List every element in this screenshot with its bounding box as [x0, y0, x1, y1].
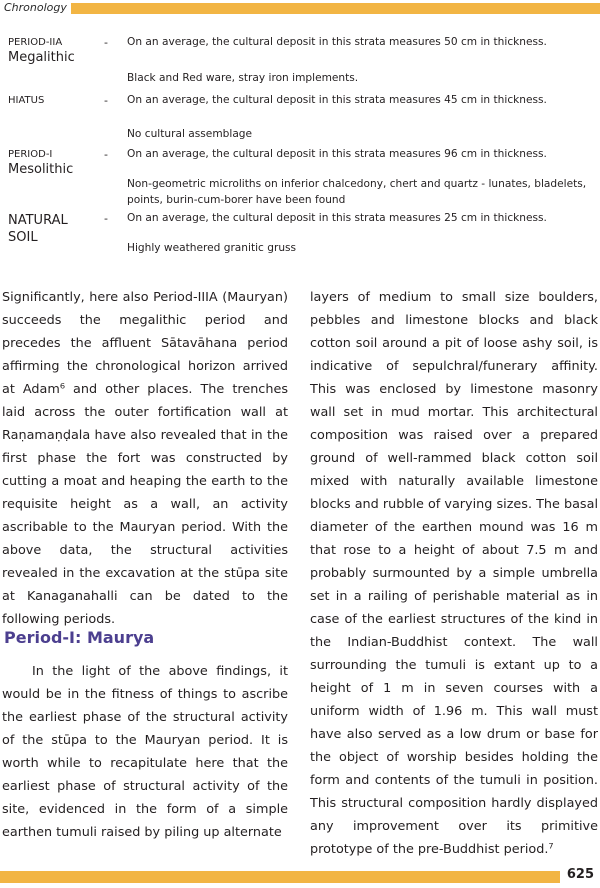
footer-stripe	[0, 871, 560, 883]
left-column-paragraph-2: In the light of the above findings, it would be in the fitness of things to ascribe the earliest phase of the structural activity of the stūpa to the Mauryan period. It is worth while to recapitulate here that the earliest phase of structural activity of the site, evidenced in the form of a simple earthen tumuli raised by piling up alternate	[2, 664, 288, 840]
section-heading: Period-I: Maurya	[4, 628, 155, 647]
right-column-paragraph: layers of medium to small size boulders, pebbles and limestone blocks and black cotton soil around a pit of loose ashy soil, is indicative of sepulchral/funerary affinity. This was enclosed by limestone masonry wall set in mud mortar. This architectural composition was raised over a prepared ground of well-rammed black cotton soil mixed with naturally available limestone blocks and rubble of varying sizes. The basal diameter of the earthen mound was 16 m that rose to a height of about 7.5 m and probably surmounted by a simple umbrella set in a railing of perishable material as in case of the earliest structures of the kind in the Indian-Buddhist context. The wall surrounding the tumuli is extant up to a height of 1 m in seven courses with a uniform width of 1.96 m. This wall must have also served as a low drum or base for the object of worship besides holding the form and contents of the tumuli in position. This structural composition hardly displayed any improvement over its primitive prototype of the pre-Buddhist period.⁷	[310, 290, 598, 857]
stratum-period	[8, 36, 98, 66]
header-stripe	[70, 3, 600, 14]
stratum-dash: -	[104, 212, 108, 225]
page-number: 625	[566, 867, 594, 882]
period-code: HIATUS	[8, 95, 45, 106]
stratum-row	[0, 94, 600, 148]
stratum-row	[0, 36, 600, 94]
stratum-deposit: On an average, the cultural deposit in this strata measures 25 cm in thickness.	[127, 212, 547, 224]
running-header	[0, 0, 600, 15]
stratum-dash: -	[104, 94, 108, 107]
stratum-period	[8, 148, 98, 178]
period-name: Mesolithic	[8, 162, 74, 177]
period-name: Megalithic	[8, 50, 75, 65]
left-column-paragraph: Significantly, here also Period-IIIA (Mauryan) succeeds the megalithic period and precedes the affluent Sātavāhana period affirming the chronological horizon arrived at Adam⁶ and other places. The trenches laid across the outer fortification wall at Raṇamaṇḍala have also revealed that in the first phase the fort was constructed by cutting a moat and heaping the earth to the requisite height as a wall, an activity ascribable to the Mauryan period. With the above data, the structural activities revealed in the excavation at the stūpa site at Kanaganahalli can be dated to the following periods.	[2, 290, 288, 627]
stratum-period	[8, 212, 78, 246]
strata-table	[0, 36, 600, 262]
stratum-row	[0, 148, 600, 212]
period-code: PERIOD-IIA	[8, 37, 63, 48]
stratum-finds: Non-geometric microliths on inferior chalcedony, chert and quartz - lunates, bladelets, points, burin-cum-borer have been found	[127, 178, 587, 206]
running-title: Chronology	[4, 0, 71, 15]
stratum-period	[8, 94, 98, 107]
stratum-finds: No cultural assemblage	[127, 128, 253, 140]
stratum-row	[0, 212, 600, 262]
stratum-finds: Highly weathered granitic gruss	[127, 242, 297, 254]
stratum-finds: Black and Red ware, stray iron implements.	[127, 72, 359, 84]
stratum-deposit: On an average, the cultural deposit in this strata measures 96 cm in thickness.	[127, 148, 547, 160]
period-code: PERIOD-I	[8, 149, 53, 160]
stratum-dash: -	[104, 36, 108, 49]
stratum-deposit: On an average, the cultural deposit in this strata measures 50 cm in thickness.	[127, 36, 547, 48]
period-name: NATURAL SOIL	[8, 213, 68, 245]
stratum-deposit: On an average, the cultural deposit in this strata measures 45 cm in thickness.	[127, 94, 547, 106]
stratum-dash: -	[104, 148, 108, 161]
